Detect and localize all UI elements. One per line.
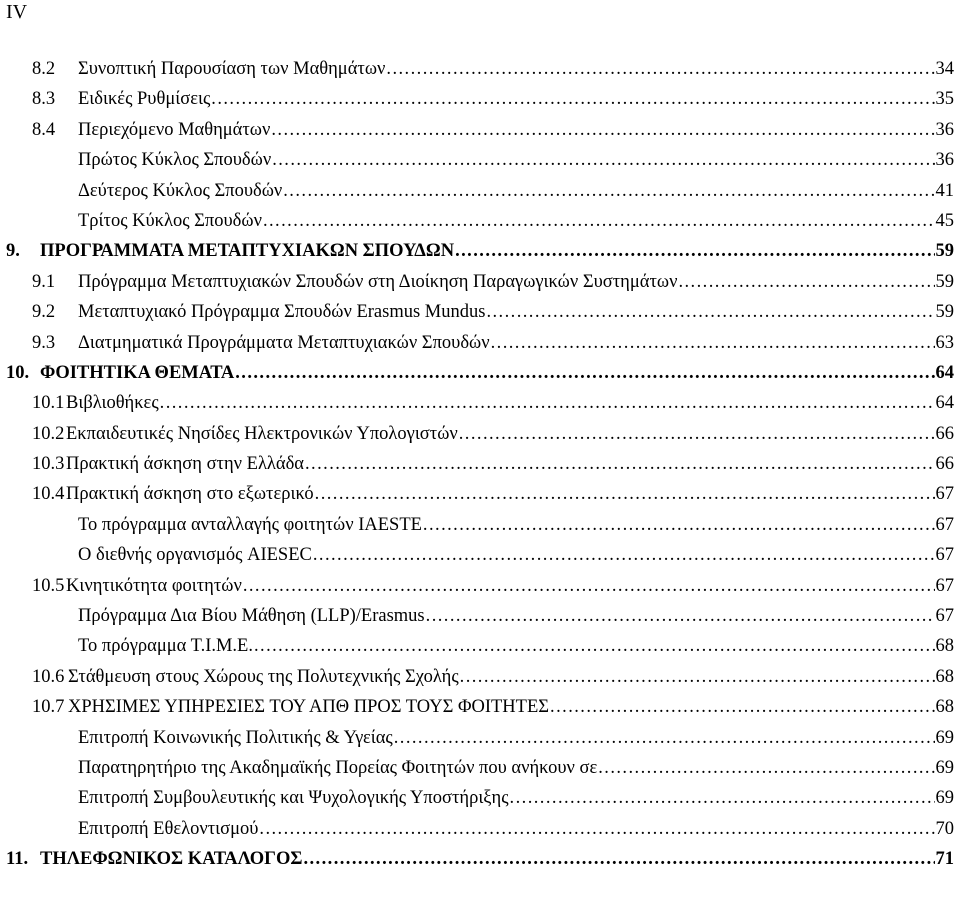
toc-entry[interactable]	[0, 783, 960, 813]
toc-entry[interactable]	[0, 479, 960, 509]
dot-leader	[263, 206, 935, 236]
toc-entry-page: 34	[935, 59, 954, 79]
toc-entry-page: 35	[935, 89, 954, 110]
toc-entry-title: ΠΡΟΓΡΑΜΜΑΤΑ ΜΕΤΑΠΤΥΧΙΑΚΩΝ ΣΠΟΥΔΩΝ	[40, 241, 455, 262]
dot-leader	[455, 236, 934, 266]
dot-leader	[459, 419, 935, 449]
toc-entry-title: Περιεχόμενο Μαθημάτων	[78, 119, 271, 140]
dot-leader	[386, 54, 934, 84]
dot-leader	[235, 358, 934, 388]
toc-entry-title: Επιτροπή Κοινωνικής Πολιτικής & Υγείας	[78, 727, 393, 748]
toc-entry-number: 8.2	[32, 59, 56, 79]
toc-entry[interactable]	[0, 206, 960, 236]
dot-leader	[313, 540, 935, 570]
toc-entry-page: 67	[935, 484, 954, 505]
toc-entry-number: 10.5	[32, 575, 65, 596]
toc-entry-number: 9.1	[32, 271, 56, 292]
toc-entry-title: Πρώτος Κύκλος Σπουδών	[78, 150, 272, 171]
toc-entry-page: 59	[935, 241, 954, 262]
toc-entry-page: 41	[935, 180, 954, 201]
toc-entry-number: 10.3	[32, 454, 65, 475]
dot-leader	[211, 84, 934, 114]
dot-leader	[394, 723, 935, 753]
toc-entry[interactable]	[0, 844, 960, 874]
toc-entry-page: 67	[935, 514, 954, 535]
toc-entry[interactable]	[0, 358, 960, 388]
toc-entry-page: 69	[935, 757, 954, 778]
dot-leader	[423, 510, 935, 540]
toc-entry-title: ΧΡΗΣΙΜΕΣ ΥΠΗΡΕΣΙΕΣ ΤΟΥ ΑΠΘ ΠΡΟΣ ΤΟΥΣ ΦΟΙΤΗΤΕΣ	[68, 697, 550, 718]
toc-entry-title: Ειδικές Ρυθμίσεις	[78, 89, 211, 110]
toc-entry-page: 64	[935, 393, 954, 414]
toc-entry-title: Τρίτος Κύκλος Σπουδών	[78, 210, 262, 231]
toc-entry-title: Συνοπτική Παρουσίαση των Μαθημάτων	[78, 59, 386, 79]
toc-entry-number: 8.3	[32, 89, 56, 110]
toc-entry-page: 45	[935, 210, 954, 231]
toc-entry-number: 10.4	[32, 484, 65, 505]
toc-entry-number: 9.2	[32, 302, 56, 323]
toc-entry-number: 9.	[6, 241, 20, 262]
toc-entry-page: 69	[935, 788, 954, 809]
toc-entry[interactable]	[0, 236, 960, 266]
toc-entry-page: 66	[935, 423, 954, 444]
toc-entry[interactable]	[0, 540, 960, 570]
toc-entry[interactable]	[0, 692, 960, 722]
toc-entry-title: Το πρόγραμμα Τ.Ι.Μ.Ε.	[78, 636, 253, 657]
table-of-contents	[0, 54, 960, 875]
toc-entry[interactable]	[0, 388, 960, 418]
dot-leader	[254, 631, 935, 661]
toc-entry-number: 10.6	[32, 666, 65, 687]
toc-entry-title: Μεταπτυχιακό Πρόγραμμα Σπουδών Erasmus Mundus	[78, 302, 486, 323]
toc-entry-page: 67	[935, 545, 954, 566]
toc-entry-page: 68	[935, 666, 954, 687]
toc-entry-number: 9.3	[32, 332, 56, 353]
toc-entry-page: 66	[935, 454, 954, 475]
toc-entry-title: Πρακτική άσκηση στο εξωτερικό	[66, 484, 314, 505]
toc-entry-title: Επιτροπή Συμβουλευτικής και Ψυχολογικής Υποστήριξης	[78, 788, 509, 809]
dot-leader	[160, 388, 935, 418]
toc-entry-title: Πρακτική άσκηση στην Ελλάδα	[66, 454, 304, 475]
toc-entry[interactable]	[0, 723, 960, 753]
toc-entry-page: 67	[935, 606, 954, 627]
toc-entry[interactable]	[0, 267, 960, 297]
dot-leader	[259, 814, 934, 844]
toc-entry[interactable]	[0, 449, 960, 479]
dot-leader	[283, 176, 934, 206]
toc-entry[interactable]	[0, 814, 960, 844]
toc-entry-number: 8.4	[32, 119, 56, 140]
toc-entry-page: 63	[935, 332, 954, 353]
dot-leader	[678, 267, 934, 297]
toc-entry-page: 71	[935, 849, 954, 870]
toc-entry-title: Πρόγραμμα Δια Βίου Μάθηση (LLP)/Erasmus	[78, 606, 425, 627]
toc-entry-title: ΤΗΛΕΦΩΝΙΚΟΣ ΚΑΤΑΛΟΓΟΣ	[40, 849, 303, 870]
toc-entry-page: 67	[935, 575, 954, 596]
toc-entry-number: 11.	[6, 849, 29, 870]
toc-entry-page: 64	[935, 362, 954, 383]
dot-leader	[426, 601, 935, 631]
toc-entry[interactable]	[0, 328, 960, 358]
toc-entry-page: 68	[935, 636, 954, 657]
toc-entry-title: Στάθμευση στους Χώρους της Πολυτεχνικής Σχολής	[68, 666, 459, 687]
page-number: IV	[6, 1, 28, 23]
dot-leader	[598, 753, 934, 783]
toc-entry-title: Ο διεθνής οργανισμός AIESEC	[78, 545, 312, 566]
toc-entry[interactable]	[0, 176, 960, 206]
toc-entry-page: 70	[935, 818, 954, 839]
toc-entry-title: Διατμηματικά Προγράμματα Μεταπτυχιακών Σπουδών	[78, 332, 490, 353]
dot-leader	[315, 479, 935, 509]
toc-entry-title: Εκπαιδευτικές Νησίδες Ηλεκτρονικών Υπολογιστών	[66, 423, 458, 444]
toc-entry[interactable]	[0, 571, 960, 601]
dot-leader	[272, 145, 934, 175]
toc-entry-number: 10.7	[32, 697, 65, 718]
dot-leader	[486, 297, 934, 327]
dot-leader	[550, 692, 934, 722]
dot-leader	[491, 328, 935, 358]
toc-entry[interactable]	[0, 662, 960, 692]
toc-entry[interactable]	[0, 510, 960, 540]
toc-entry[interactable]	[0, 84, 960, 114]
toc-entry-title: Κινητικότητα φοιτητών	[66, 575, 242, 596]
toc-entry[interactable]	[0, 419, 960, 449]
toc-entry-page: 59	[935, 271, 954, 292]
toc-entry-title: Το πρόγραμμα ανταλλαγής φοιτητών IAESTE	[78, 514, 422, 535]
toc-entry[interactable]	[0, 753, 960, 783]
toc-entry-title: Παρατηρητήριο της Ακαδημαϊκής Πορείας Φοιτητών που ανήκουν σε	[78, 757, 598, 778]
toc-entry-page: 68	[935, 697, 954, 718]
dot-leader	[510, 783, 935, 813]
dot-leader	[303, 844, 934, 874]
toc-entry-title: Πρόγραμμα Μεταπτυχιακών Σπουδών στη Διοίκηση Παραγωγικών Συστημάτων	[78, 271, 678, 292]
dot-leader	[305, 449, 935, 479]
toc-entry-title: Επιτροπή Εθελοντισμού	[78, 818, 259, 839]
dot-leader	[460, 662, 935, 692]
toc-entry-page: 36	[935, 119, 954, 140]
toc-entry-page: 59	[935, 302, 954, 323]
toc-entry-title: Βιβλιοθήκες	[66, 393, 159, 414]
dot-leader	[243, 571, 935, 601]
toc-entry[interactable]	[0, 54, 960, 84]
toc-entry[interactable]	[0, 297, 960, 327]
toc-entry-page: 36	[935, 150, 954, 171]
toc-entry-title: Δεύτερος Κύκλος Σπουδών	[78, 180, 283, 201]
toc-entry[interactable]	[0, 115, 960, 145]
toc-entry-number: 10.	[6, 362, 30, 383]
toc-entry[interactable]	[0, 631, 960, 661]
toc-entry-number: 10.1	[32, 393, 65, 414]
dot-leader	[271, 115, 934, 145]
toc-entry-title: ΦΟΙΤΗΤΙΚΑ ΘΕΜΑΤΑ	[40, 362, 235, 383]
toc-entry[interactable]	[0, 601, 960, 631]
toc-entry[interactable]	[0, 145, 960, 175]
toc-entry-page: 69	[935, 727, 954, 748]
toc-entry-number: 10.2	[32, 423, 65, 444]
